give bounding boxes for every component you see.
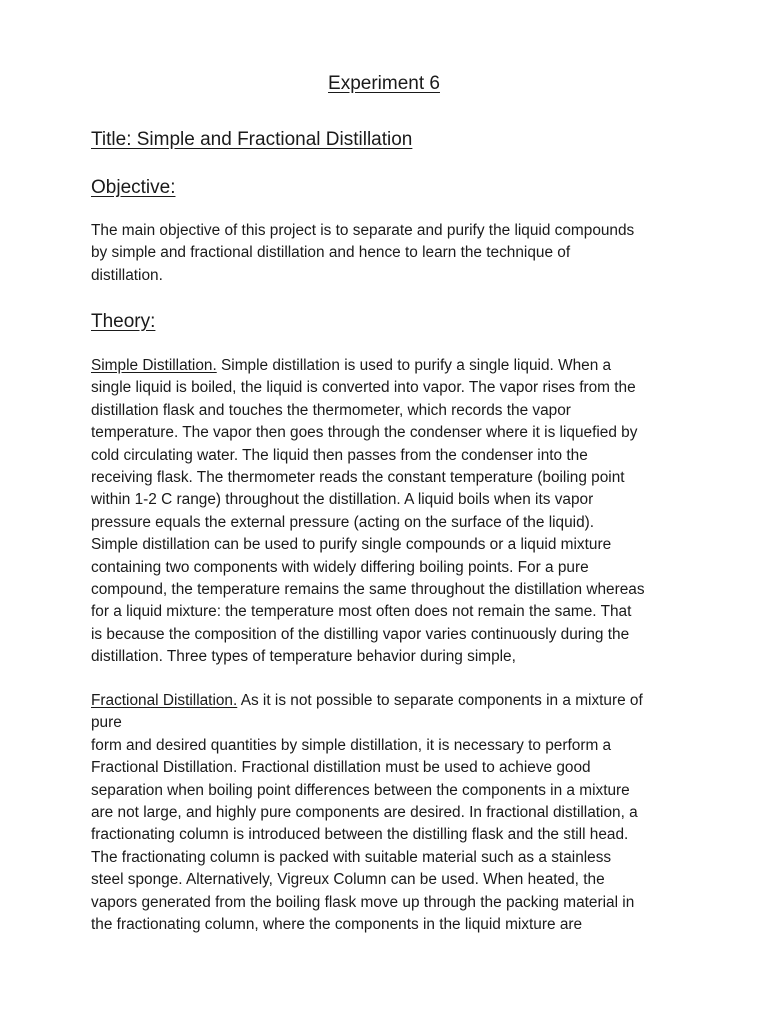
objective-paragraph xyxy=(91,220,685,287)
fractional-distillation-line: pure xyxy=(91,714,122,732)
simple-distillation-paragraph xyxy=(91,355,685,669)
fractional-distillation-line: The fractionating column is packed with suitable material such as a stainless xyxy=(91,848,612,866)
simple-distillation-line: distillation. Three types of temperature behavior during simple, xyxy=(91,648,516,666)
simple-distillation-first-line-text: Simple distillation is used to purify a single liquid. When a xyxy=(216,357,612,374)
simple-distillation-line: single liquid is boiled, the liquid is converted into vapor. The vapor rises from the xyxy=(91,379,636,397)
simple-distillation-heading: Simple Distillation. xyxy=(91,357,217,374)
simple-distillation-line: within 1-2 C range) throughout the distillation. A liquid boils when its vapor xyxy=(91,491,594,509)
fractional-distillation-paragraph xyxy=(91,690,685,936)
simple-distillation-line: for a liquid mixture: the temperature most often does not remain the same. That xyxy=(91,603,632,621)
fractional-distillation-line: vapors generated from the boiling flask move up through the packing material in xyxy=(91,893,635,911)
fractional-distillation-first-line-text: As it is not possible to separate components in a mixture of xyxy=(237,692,643,709)
fractional-distillation-line: separation when boiling point differences between the components in a mixture xyxy=(91,781,630,799)
simple-distillation-line: Simple distillation can be used to purify single compounds or a liquid mixture xyxy=(91,536,612,554)
simple-distillation-line: receiving flask. The thermometer reads the constant temperature (boiling point xyxy=(91,469,625,487)
fractional-distillation-line: Fractional Distillation. Fractional distillation must be used to achieve good xyxy=(91,759,591,777)
fractional-distillation-line: the fractionating column, where the components in the liquid mixture are xyxy=(91,916,583,934)
fractional-distillation-line: form and desired quantities by simple distillation, it is necessary to perform a xyxy=(91,736,612,754)
simple-distillation-line: is because the composition of the distilling vapor varies continuously during the xyxy=(91,625,630,643)
simple-distillation-line: cold circulating water. The liquid then passes from the condenser into the xyxy=(91,446,588,464)
document-title: Title: Simple and Fractional Distillation xyxy=(91,129,413,150)
fractional-distillation-first-line xyxy=(91,690,685,712)
fractional-distillation-line: steel sponge. Alternatively, Vigreux Column can be used. When heated, the xyxy=(91,871,605,889)
objective-heading: Objective: xyxy=(91,177,176,198)
fractional-distillation-heading: Fractional Distillation. xyxy=(91,692,238,709)
fractional-distillation-line: are not large, and highly pure components are desired. In fractional distillation, a xyxy=(91,804,638,822)
simple-distillation-line: compound, the temperature remains the same throughout the distillation whereas xyxy=(91,581,645,599)
simple-distillation-line: temperature. The vapor then goes through the condenser where it is liquefied by xyxy=(91,424,638,442)
simple-distillation-line: containing two components with widely differing boiling points. For a pure xyxy=(91,558,589,576)
simple-distillation-line: distillation flask and touches the thermometer, which records the vapor xyxy=(91,401,571,419)
theory-heading: Theory: xyxy=(91,311,156,332)
experiment-title-text: Experiment 6 xyxy=(328,73,440,94)
simple-distillation-line: pressure equals the external pressure (acting on the surface of the liquid). xyxy=(91,513,595,531)
fractional-distillation-line: fractionating column is introduced between the distilling flask and the still head. xyxy=(91,826,629,844)
simple-distillation-first-line xyxy=(91,355,685,377)
experiment-title xyxy=(0,71,768,97)
objective-line: distillation. xyxy=(91,266,163,284)
objective-line: The main objective of this project is to separate and purify the liquid compounds xyxy=(91,222,635,239)
objective-line: by simple and fractional distillation and hence to learn the technique of xyxy=(91,244,571,262)
